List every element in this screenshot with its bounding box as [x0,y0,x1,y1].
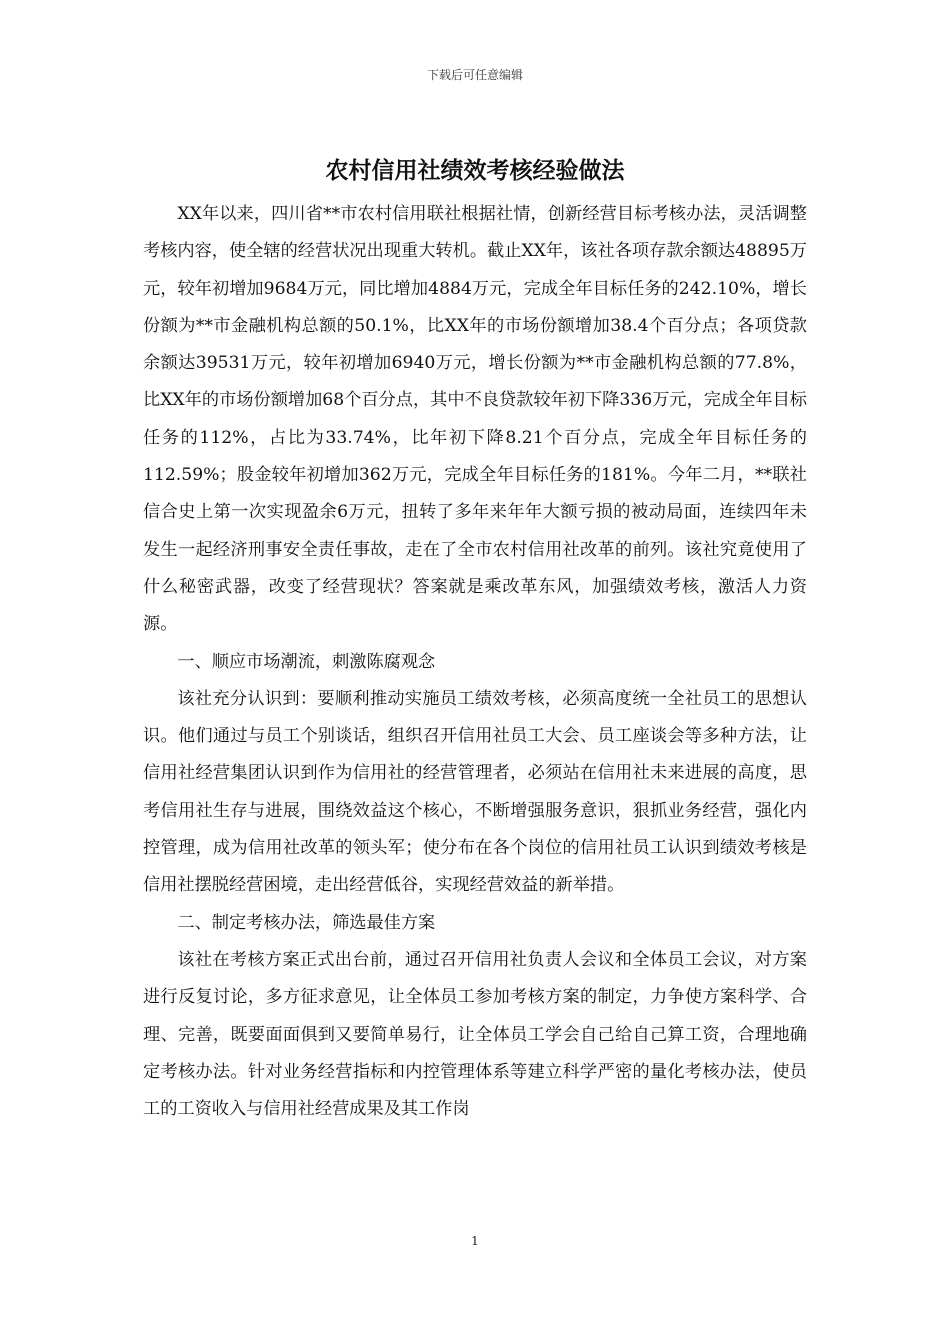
paragraph-section-2: 该社在考核方案正式出台前，通过召开信用社负责人会议和全体员工会议，对方案进行反复讨论，多方征求意见，让全体员工参加考核方案的制定，力争使方案科学、合理、完善，既要面面俱到又要简单易行，让全体员工学会自己给自己算工资，合理地确定考核办法。针对业务经营指标和内控管理体系等建立科学严密的量化考核办法，使员工的工资收入与信用社经营成果及其工作岗 [143,949,807,1120]
paragraph-intro: XX年以来，四川省**市农村信用联社根据社情，创新经营目标考核办法，灵活调整考核内容，使全辖的经营状况出现重大转机。截止XX年，该社各项存款余额达48895万元，较年初增加9684万元，同比增加4884万元，完成全年目标任务的242.10%，增长份额为**市金融机构总额的50.1%，比XX年的市场份额增加38.4个百分点；各项贷款余额达39531万元，较年初增加6940万元，增长份额为**市金融机构总额的77.8%，比XX年的市场份额增加68个百分点，其中不良贷款较年初下降336万元，完成全年目标任务的112%，占比为33.74%，比年初下降8.21个百分点，完成全年目标任务的112.59%；股金较年初增加362万元，完成全年目标任务的181%。今年二月，**联社信合史上第一次实现盈余6万元，扭转了多年来年年大额亏损的被动局面，连续四年未发生一起经济刑事安全责任事故，走在了全市农村信用社改革的前列。该社究竟使用了什么秘密武器，改变了经营现状？答案就是乘改革东风，加强绩效考核，激活人力资源。 [143,204,807,635]
section-heading-2: 二、制定考核办法，筛选最佳方案 [177,912,436,933]
header-note: 下载后可任意编辑 [426,68,523,82]
paragraph-section-1: 该社充分认识到：要顺利推动实施员工绩效考核，必须高度统一全社员工的思想认识。他们通过与员工个别谈话，组织召开信用社员工大会、员工座谈会等多种方法，让信用社经营集团认识到作为信用社的经营管理者，必须站在信用社未来进展的高度，思考信用社生存与进展，围绕效益这个核心，不断增强服务意识，狠抓业务经营，强化内控管理，成为信用社改革的领头军；使分布在各个岗位的信用社员工认识到绩效考核是信用社摆脱经营困境，走出经营低谷，实现经营效益的新举措。 [143,688,807,896]
document-body [143,196,807,1128]
page-number: 1 [471,1234,479,1248]
document-title: 农村信用社绩效考核经验做法 [325,158,625,184]
section-heading-1: 一、顺应市场潮流，刺激陈腐观念 [177,651,436,672]
